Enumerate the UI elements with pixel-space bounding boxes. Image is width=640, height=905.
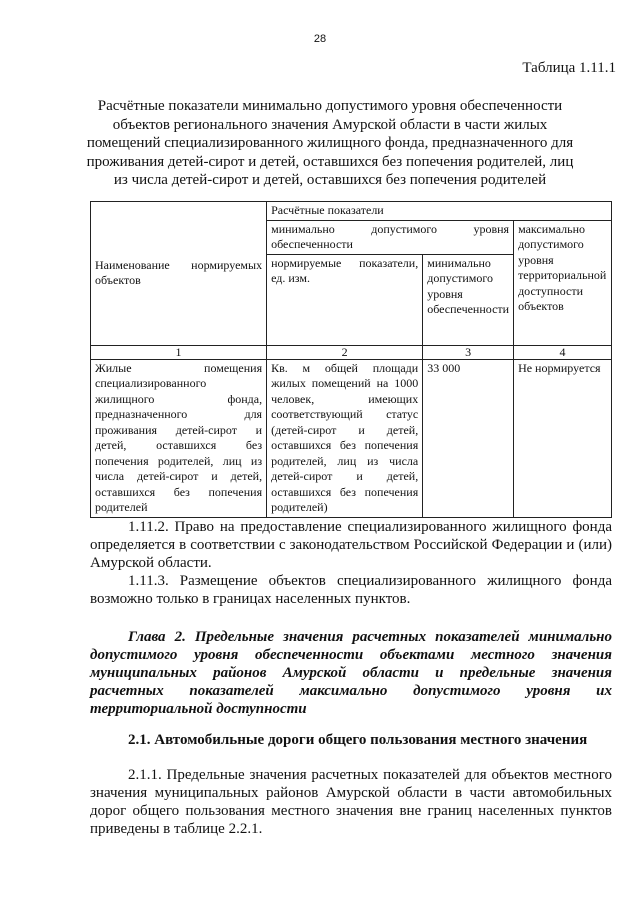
header-object-name: Наименование нормируемых объектов (91, 202, 267, 346)
page-number: 28 (313, 33, 327, 45)
column-number: 3 (423, 345, 514, 359)
chapter-heading: Глава 2. Предельные значения расчетных показателей минимально допустимого уровня обеспеченности объектами местного значения муниципальных районов Амурской области и предельные значения расчетных показателей максимально допустимого уровня их территориальной доступности (90, 629, 612, 717)
column-number: 4 (514, 345, 612, 359)
header-normed-indicators: нормируемые показатели, ед. изм. (267, 254, 423, 345)
table-row (91, 359, 612, 517)
table-header-row (91, 202, 612, 221)
paragraph-1-11-2: 1.11.2. Право на предоставление специализированного жилищного фонда определяется в соответствии с законодательством Российской Федерации и (или) Амурской области. (90, 519, 612, 571)
header-max-level: максимально допустимого уровня территориальной доступности объектов (514, 220, 612, 345)
table-title: Расчётные показатели минимально допустимого уровня обеспеченности объектов регионального значения Амурской области в части жилых помещений специализированного жилищного фонда, предназначенного для проживания детей-сирот и детей, оставшихся без попечения родителей, лиц из числа детей-сирот и детей, оставшихся без попечения родителей (86, 98, 574, 188)
cell-indicator: Кв. м общей площади жилых помещений на 1000 человек, имеющих соответствующий статус (детей-сирот и детей, оставшихся без попечения родителей, лиц из числа детей-сирот и детей, оставшихся без попечения родителей) (267, 359, 423, 517)
cell-value: 33 000 (423, 359, 514, 517)
paragraph-2-1-1: 2.1.1. Предельные значения расчетных показателей для объектов местного значения муниципальных районов Амурской области в части автомобильных дорог общего пользования местного значения вне границ населенных пунктов приведены в таблице 2.2.1. (90, 767, 612, 837)
cell-object: Жилые помещения специализированного жилищного фонда, предназначенного для проживания детей-сирот и детей, оставшихся без попечения родителей, лиц из числа детей-сирот и детей, оставшихся без попечения родителей (91, 359, 267, 517)
paragraph-1-11-3: 1.11.3. Размещение объектов специализированного жилищного фонда возможно только в границах населенных пунктов. (90, 573, 612, 607)
table-caption: Таблица 1.11.1 (522, 60, 616, 76)
column-number: 2 (267, 345, 423, 359)
column-number: 1 (91, 345, 267, 359)
header-indicators: Расчётные показатели (267, 202, 612, 221)
header-min-value: минимально допустимого уровня обеспеченности (423, 254, 514, 345)
header-min-level: минимально допустимого уровня обеспеченности (267, 220, 514, 254)
column-numbers-row (91, 345, 612, 359)
cell-max-level: Не нормируется (514, 359, 612, 517)
indicators-table (90, 201, 612, 518)
section-heading: 2.1. Автомобильные дороги общего пользования местного значения (128, 732, 588, 748)
